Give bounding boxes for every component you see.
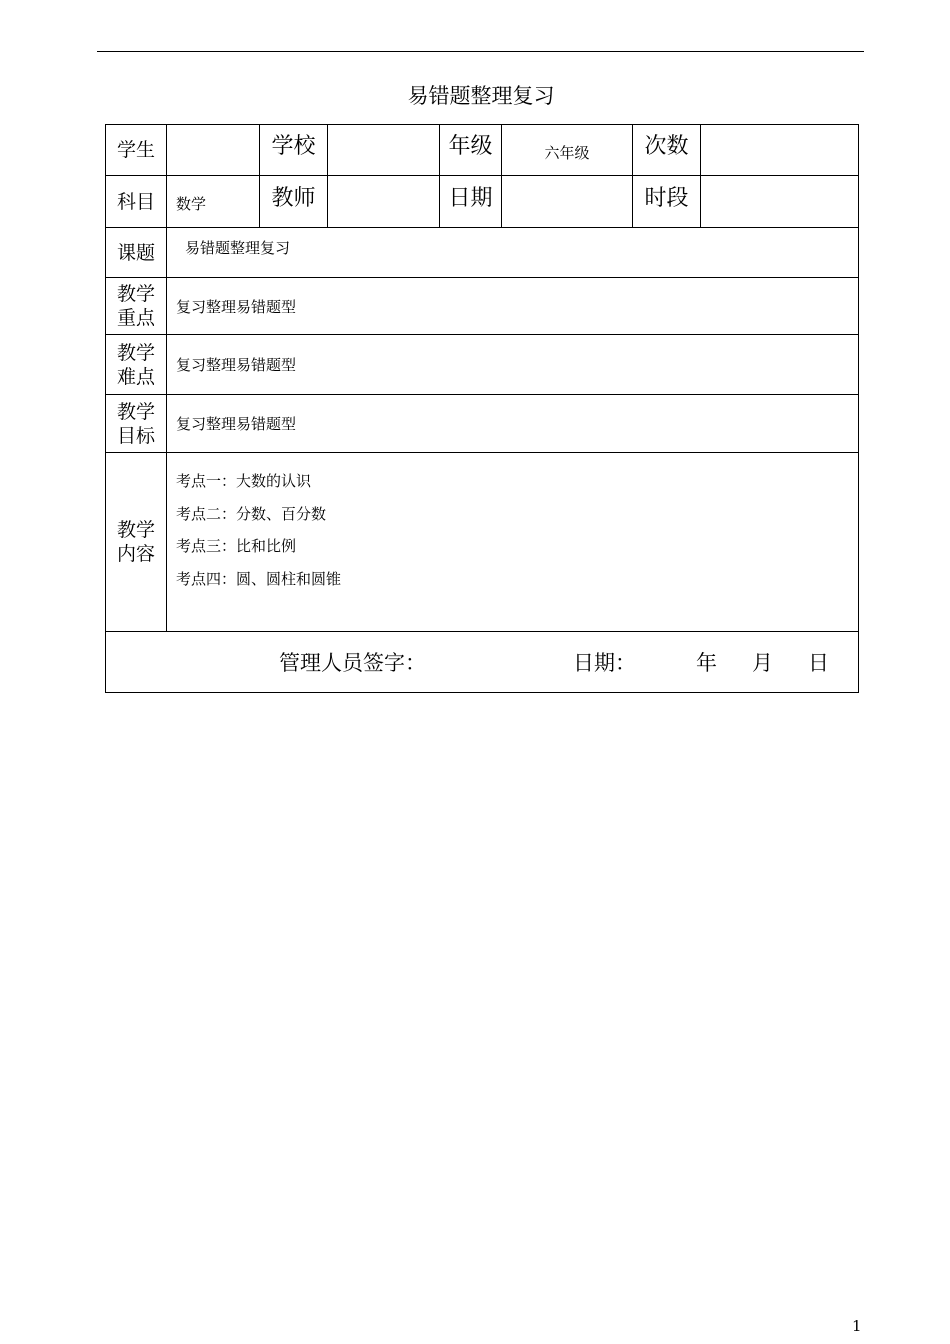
topic-value[interactable]: 易错题整理复习 [167, 228, 859, 278]
key-points-label [106, 278, 167, 335]
date-value[interactable] [502, 176, 633, 228]
subject-label: 科目 [106, 176, 167, 228]
difficulties-value[interactable]: 复习整理易错题型 [167, 335, 859, 395]
content-label-line1: 教学 [116, 519, 155, 541]
content-item: 考点三：比和比例 [176, 537, 297, 555]
difficulties-label-line1: 教学 [116, 341, 155, 364]
topic-row [106, 228, 859, 278]
difficulties-row [106, 335, 859, 395]
signature-year-label: 年 [696, 651, 717, 675]
content-label [106, 453, 167, 632]
session-label: 次数 [633, 125, 701, 176]
topic-label: 课题 [106, 228, 167, 278]
difficulties-label [106, 335, 167, 395]
document-title: 易错题整理复习 [407, 84, 555, 108]
grade-value[interactable]: 六年级 [502, 125, 633, 176]
content-label-line2: 内容 [116, 543, 155, 565]
key-points-label-line2: 重点 [116, 307, 155, 329]
key-points-value[interactable]: 复习整理易错题型 [167, 278, 859, 335]
info-row-2 [106, 176, 859, 228]
student-label: 学生 [106, 125, 167, 176]
content-row [106, 453, 859, 632]
objectives-row [106, 395, 859, 453]
objectives-value[interactable]: 复习整理易错题型 [167, 395, 859, 453]
info-row-1 [106, 125, 859, 176]
content-item: 考点一：大数的认识 [176, 472, 312, 490]
lesson-plan-table [105, 124, 859, 693]
period-label: 时段 [633, 176, 701, 228]
content-list[interactable] [167, 453, 859, 632]
date-label: 日期 [440, 176, 502, 228]
page-number: 1 [852, 1317, 862, 1335]
key-points-label-line1: 教学 [116, 283, 155, 305]
signature-date-label: 日期： [573, 651, 636, 675]
content-item: 考点二：分数、百分数 [176, 504, 327, 523]
manager-signature-label: 管理人员签字： [279, 651, 426, 675]
subject-value[interactable]: 数学 [167, 176, 260, 228]
school-label: 学校 [260, 125, 328, 176]
signature-month-label: 月 [752, 651, 773, 675]
signature-cell[interactable] [106, 632, 859, 693]
header-rule [97, 51, 864, 52]
objectives-label-line1: 教学 [116, 400, 155, 423]
session-value[interactable] [701, 125, 859, 176]
difficulties-label-line2: 难点 [116, 365, 155, 388]
content-item: 考点四：圆、圆柱和圆锥 [176, 569, 342, 588]
signature-row [106, 632, 859, 693]
objectives-label [106, 395, 167, 453]
objectives-label-line2: 目标 [116, 424, 155, 447]
student-value[interactable] [167, 125, 260, 176]
teacher-value[interactable] [328, 176, 440, 228]
teacher-label: 教师 [260, 176, 328, 228]
key-points-row [106, 278, 859, 335]
grade-label: 年级 [440, 125, 502, 176]
signature-day-label: 日 [808, 651, 829, 675]
school-value[interactable] [328, 125, 440, 176]
period-value[interactable] [701, 176, 859, 228]
